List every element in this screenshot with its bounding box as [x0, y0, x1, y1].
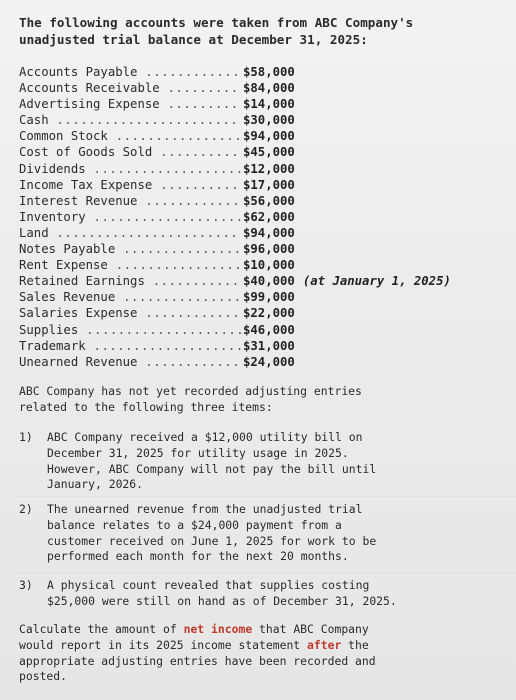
account-name: Income Tax Expense ..... — [19, 177, 241, 193]
account-amount-value: $14,000 — [243, 97, 295, 112]
account-amount-value: $96,000 — [243, 242, 295, 257]
account-name: Supplies ..... — [19, 322, 241, 338]
adjusting-intro-line-1: ABC Company has not yet recorded adjusting entries — [19, 384, 362, 398]
account-name: Advertising Expense ..... — [19, 96, 241, 112]
account-name: Cash ..... — [19, 112, 241, 128]
question-part: the — [341, 637, 369, 652]
account-amount — [243, 128, 295, 144]
account-amount-value: $62,000 — [243, 209, 295, 224]
account-row — [19, 209, 509, 225]
adjusting-intro-line-2: related to the following three items: — [19, 399, 273, 414]
account-amount-value: $24,000 — [243, 354, 295, 369]
item-line: A physical count revealed that supplies costing — [47, 578, 370, 592]
account-row — [19, 289, 509, 305]
account-amount-value: $40,000 — [243, 274, 295, 289]
account-amount-value: $12,000 — [243, 161, 295, 176]
item-line: ABC Company received a $12,000 utility bill on — [47, 430, 363, 444]
account-row — [19, 338, 509, 354]
account-row — [19, 161, 509, 177]
intro-line-1: The following accounts were taken from ABC Company's — [19, 15, 414, 30]
item-line: The unearned revenue from the unadjusted trial — [47, 502, 363, 516]
account-amount-value: $56,000 — [243, 193, 295, 208]
account-amount — [243, 112, 295, 128]
account-amount-value: $45,000 — [243, 145, 295, 160]
account-row — [19, 225, 509, 241]
question-line-2 — [19, 638, 489, 654]
account-amount — [243, 161, 295, 177]
account-name: Rent Expense ..... — [19, 257, 241, 273]
account-amount — [243, 209, 295, 225]
account-name: Unearned Revenue ..... — [19, 354, 241, 370]
account-amount-value: $22,000 — [243, 306, 295, 321]
item-line: balance relates to a $24,000 payment from a — [47, 517, 342, 532]
account-name: Retained Earnings ..... — [19, 273, 241, 289]
question-line-3: appropriate adjusting entries have been recorded and — [19, 653, 376, 668]
account-row — [19, 144, 509, 160]
account-amount — [243, 322, 295, 338]
item-line: However, ABC Company will not pay the bill until — [47, 461, 377, 476]
divider — [12, 496, 516, 497]
item-body — [47, 578, 427, 610]
account-name: Accounts Receivable ..... — [19, 80, 241, 96]
account-amount-value: $31,000 — [243, 338, 295, 353]
account-name: Interest Revenue ..... — [19, 193, 241, 209]
account-row — [19, 96, 509, 112]
account-row — [19, 257, 509, 273]
after-emphasis: after — [307, 637, 342, 652]
item-line: December 31, 2025 for utility usage in 2025. — [47, 445, 349, 460]
account-amount-value: $17,000 — [243, 177, 295, 192]
account-name: Trademark ..... — [19, 338, 241, 354]
divider — [12, 572, 516, 573]
account-amount-value: $99,000 — [243, 290, 295, 305]
account-name: Land ..... — [19, 225, 241, 241]
question-part: would report in its 2025 income statement — [19, 637, 308, 652]
account-row — [19, 177, 509, 193]
item-number: 2) — [19, 502, 33, 516]
item-body — [47, 502, 427, 565]
account-amount — [243, 96, 295, 112]
question-part: Calculate the amount of — [19, 622, 184, 636]
account-amount — [243, 80, 295, 96]
account-amount — [243, 144, 295, 160]
account-row — [19, 241, 509, 257]
account-name: Accounts Payable ..... — [19, 64, 241, 80]
account-row — [19, 273, 509, 289]
account-amount-value: $94,000 — [243, 225, 295, 240]
account-name: Notes Payable ..... — [19, 241, 241, 257]
account-name: Dividends ..... — [19, 161, 241, 177]
adjusting-intro — [19, 384, 489, 416]
account-name: Cost of Goods Sold ..... — [19, 144, 241, 160]
account-note — [303, 274, 451, 288]
account-name: Common Stock ..... — [19, 128, 241, 144]
account-row — [19, 64, 509, 80]
account-amount — [243, 273, 451, 289]
account-row — [19, 354, 509, 370]
account-amount — [243, 241, 295, 257]
account-amount-value: $94,000 — [243, 129, 295, 144]
account-name: Sales Revenue ..... — [19, 289, 241, 305]
question-part: that ABC Company — [252, 622, 369, 636]
account-row — [19, 112, 509, 128]
account-name: Inventory ..... — [19, 209, 241, 225]
account-amount — [243, 64, 295, 80]
account-note-text: (at January 1, 2025) — [302, 274, 451, 289]
account-amount — [243, 177, 295, 193]
item-line: customer received on June 1, 2025 for work to be — [47, 533, 377, 548]
account-amount — [243, 305, 295, 321]
account-name: Salaries Expense ..... — [19, 305, 241, 321]
account-amount-value: $30,000 — [243, 113, 295, 128]
intro-line-2: unadjusted trial balance at December 31, 2025: — [19, 32, 368, 47]
account-amount — [243, 193, 295, 209]
account-amount-value: $84,000 — [243, 81, 295, 96]
account-amount — [243, 257, 295, 273]
item-line: $25,000 were still on hand as of December 31, 2025. — [47, 593, 397, 608]
question-text — [19, 622, 489, 685]
item-line: January, 2026. — [47, 477, 144, 492]
net-income-emphasis: net income — [183, 622, 253, 636]
account-amount-value: $58,000 — [243, 65, 295, 79]
account-row — [19, 128, 509, 144]
account-amount — [243, 225, 295, 241]
account-row — [19, 322, 509, 338]
item-number: 1) — [19, 430, 33, 444]
account-amount — [243, 338, 295, 354]
account-row — [19, 305, 509, 321]
item-body — [47, 430, 427, 493]
account-amount-value: $46,000 — [243, 322, 295, 337]
question-line-4: posted. — [19, 669, 68, 684]
question-line-1 — [19, 622, 489, 638]
trial-balance-accounts — [19, 64, 509, 370]
intro-text — [19, 14, 499, 48]
account-amount — [243, 354, 295, 370]
item-line: performed each month for the next 20 months. — [47, 549, 349, 564]
account-row — [19, 80, 509, 96]
account-row — [19, 193, 509, 209]
account-amount-value: $10,000 — [243, 258, 295, 273]
account-amount — [243, 289, 295, 305]
item-number: 3) — [19, 578, 33, 592]
